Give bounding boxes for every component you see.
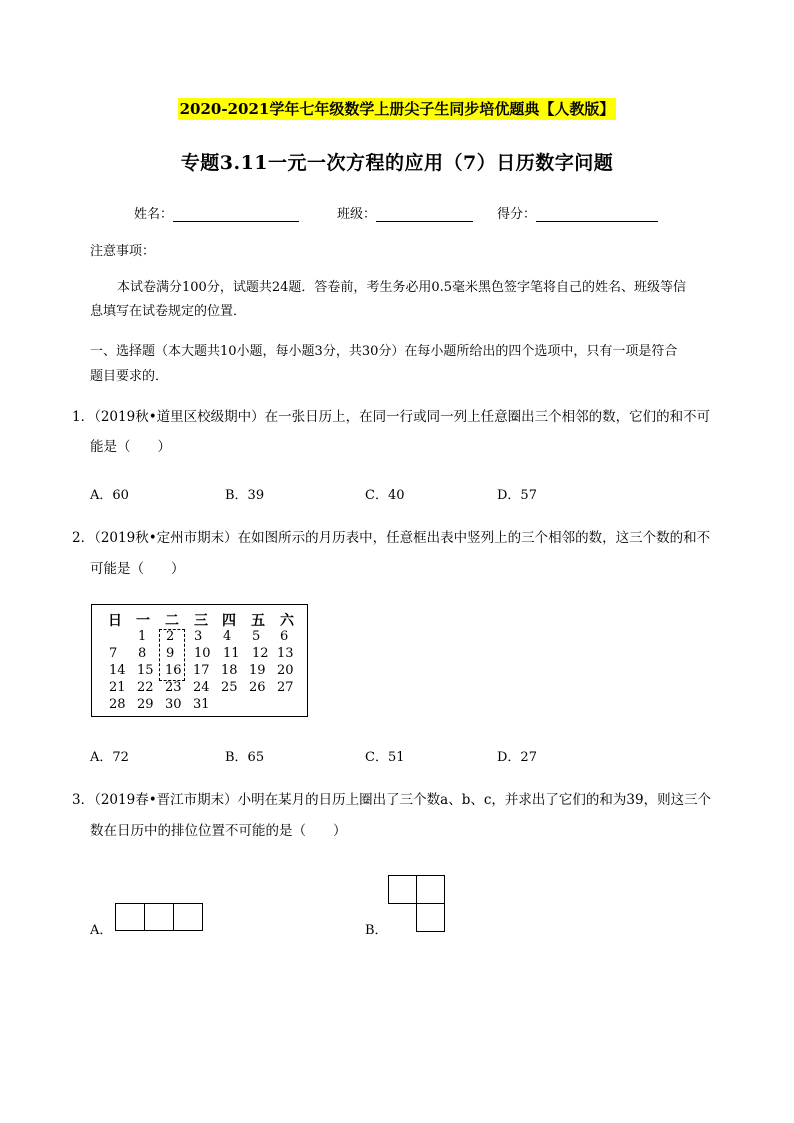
calendar-cell: 16 [165, 663, 182, 678]
q1-option-c[interactable]: C．40 [365, 488, 405, 503]
calendar-cell: 13 [277, 646, 294, 661]
notes-line-2: 息填写在试卷规定的位置． [90, 304, 247, 319]
calendar-cell: 4 [223, 629, 232, 644]
calendar-header: 日 [108, 613, 122, 629]
calendar-cell: 14 [109, 663, 126, 678]
score-field[interactable] [497, 203, 658, 222]
calendar-cell: 21 [109, 680, 126, 695]
calendar-cell: 6 [280, 629, 289, 644]
calendar-cell: 3 [194, 629, 203, 644]
q1-stem-line-2: 能是（ ） [90, 439, 171, 455]
section1-line-2: 题目要求的． [90, 369, 169, 384]
calendar-cell: 5 [252, 629, 261, 644]
name-blank[interactable] [173, 207, 299, 222]
calendar-header: 六 [280, 613, 294, 629]
q3-option-a-cell [144, 903, 174, 931]
q3-stem-line-2: 数在日历中的排位位置不可能的是（ ） [90, 823, 347, 839]
calendar-cell: 17 [193, 663, 210, 678]
calendar-cell: 15 [137, 663, 154, 678]
q1-option-a[interactable]: A．60 [90, 488, 129, 503]
calendar-cell: 25 [221, 680, 238, 695]
title-wrap [0, 148, 794, 175]
calendar-header: 二 [165, 613, 179, 629]
calendar-cell: 27 [277, 680, 294, 695]
calendar-cell: 26 [249, 680, 266, 695]
class-field[interactable] [337, 203, 473, 222]
q2-option-a[interactable]: A．72 [90, 750, 129, 765]
q3-stem-line-1: 3．（2019春•晋江市期末）小明在某月的日历上圈出了三个数a、b、c，并求出了它们的和为39，则这三个 [72, 792, 712, 808]
q3-option-a-cell [115, 903, 145, 931]
q2-option-b[interactable]: B．65 [225, 750, 265, 765]
calendar-cell: 31 [193, 697, 210, 712]
calendar-cell: 28 [109, 697, 126, 712]
q2-option-c[interactable]: C．51 [365, 750, 405, 765]
notes-line-1: 本试卷满分100分，试题共24题．答卷前，考生务必用0.5毫米黑色签字笔将自己的姓名、班级等信 [117, 280, 687, 295]
q2-stem-line-2: 可能是（ ） [90, 561, 185, 577]
calendar-cell: 20 [277, 663, 294, 678]
q3-option-b[interactable]: B． [365, 923, 388, 938]
calendar-cell: 10 [194, 646, 211, 661]
calendar-header: 五 [251, 613, 265, 629]
calendar-header: 四 [222, 613, 236, 629]
header-banner-wrap [0, 98, 794, 120]
header-banner: 2020-2021学年七年级数学上册尖子生同步培优题典【人教版】 [179, 100, 615, 118]
notes-heading: 注意事项： [90, 244, 156, 259]
calendar-cell: 18 [221, 663, 238, 678]
calendar-cell: 23 [165, 680, 182, 695]
score-label: 得分： [497, 207, 537, 222]
calendar-cell: 30 [165, 697, 182, 712]
section1-line-1: 一、选择题（本大题共10小题，每小题3分，共30分）在每小题所给出的四个选项中，只有一项是符合 [90, 344, 678, 359]
calendar-cell: 12 [252, 646, 269, 661]
calendar-cell: 1 [138, 629, 147, 644]
calendar-cell: 11 [223, 646, 240, 661]
calendar-cell: 7 [109, 646, 118, 661]
calendar-cell: 19 [249, 663, 266, 678]
q1-option-d[interactable]: D．57 [497, 488, 537, 503]
class-blank[interactable] [376, 207, 473, 222]
calendar-cell: 24 [193, 680, 210, 695]
q1-option-b[interactable]: B．39 [225, 488, 265, 503]
name-field[interactable] [134, 203, 299, 222]
q3-option-a-cell [173, 903, 203, 931]
calendar-cell: 2 [166, 629, 175, 644]
calendar-cell: 22 [137, 680, 154, 695]
calendar-table [91, 604, 308, 717]
calendar-cell: 8 [138, 646, 147, 661]
q2-option-d[interactable]: D．27 [497, 750, 537, 765]
q2-stem-line-1: 2．（2019秋•定州市期末）在如图所示的月历表中，任意框出表中竖列上的三个相邻的数，这三个数的和不 [72, 530, 711, 546]
q3-option-b-cell [388, 875, 417, 904]
page-title: 专题3.11一元一次方程的应用（7）日历数字问题 [180, 152, 614, 174]
class-label: 班级： [337, 207, 377, 222]
q1-stem-line-1: 1．（2019秋•道里区校级期中）在一张日历上，在同一行或同一列上任意圈出三个相邻的数，它们的和不可 [72, 409, 711, 425]
q3-option-b-cell [416, 875, 445, 904]
name-label: 姓名： [134, 207, 174, 222]
calendar-cell: 9 [166, 646, 175, 661]
q3-option-b-cell [416, 903, 445, 932]
score-blank[interactable] [536, 207, 658, 222]
calendar-cell: 29 [137, 697, 154, 712]
calendar-header: 三 [194, 613, 208, 629]
calendar-header: 一 [136, 613, 150, 629]
q3-option-a[interactable]: A． [90, 923, 113, 938]
